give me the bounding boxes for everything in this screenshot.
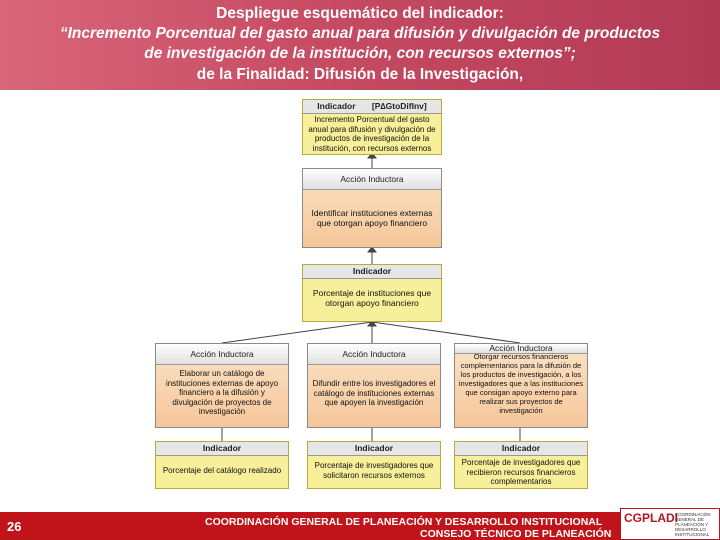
slide-title-line-2: “Incremento Porcentual del gasto anual para difusión y divulgación de productos [59, 25, 661, 42]
main-action-box [302, 168, 442, 248]
indicator-box-2 [307, 441, 441, 489]
mid-indicator-box [302, 264, 442, 322]
indicator-2-text: Porcentaje de investigadores que solicitaron recursos externos [314, 461, 434, 480]
slide-title-line-1: Despliegue esquemático del indicador: [216, 5, 504, 22]
cgpladi-logo [620, 508, 720, 540]
main-action-label: Acción Inductora [303, 169, 441, 190]
indicator-2-label: Indicador [308, 442, 440, 456]
mid-indicator-text: Porcentaje de instituciones que otorgan apoyo financiero [312, 288, 432, 308]
action-1-label: Acción Inductora [156, 344, 288, 365]
action-box-2 [307, 343, 441, 428]
logo-text: CGPLADI [624, 511, 678, 525]
logo-subtext: COORDINACIÓN GENERAL DE PLANEACIÓN Y DESARROLLO INSTITUCIONAL [675, 512, 711, 537]
slide-footer [0, 512, 720, 540]
action-1-text: Elaborar un catálogo de instituciones externas de apoyo financiero a la difusión y divulgación de proyectos de investigación [165, 369, 279, 416]
page-number: 26 [7, 519, 22, 534]
action-3-text: Otorgar recursos financieros complementarios para la difusión de los productos de investigación, a los investigadores que a las instituciones que consigan apoyo externo para realizar sus proyectos de investigación [458, 352, 584, 415]
action-box-3 [454, 343, 588, 428]
footer-org-line-1: COORDINACIÓN GENERAL DE PLANEACIÓN Y DESARROLLO INSTITUCIONAL [205, 516, 603, 528]
top-indicator-code: [P∆GtoDifInv] [371, 101, 427, 111]
top-indicator-text: Incremento Porcentual del gasto anual para difusión y divulgación de productos de investigación de la institución, con recursos externos [308, 115, 436, 153]
top-indicator-header [303, 100, 441, 114]
indicator-3-text: Porcentaje de investigadores que recibieron recursos financieros complementarios [461, 458, 581, 486]
indicator-box-3 [454, 441, 588, 489]
mid-indicator-label: Indicador [303, 265, 441, 279]
top-indicator-box [302, 99, 442, 155]
indicator-1-label: Indicador [156, 442, 288, 456]
slide-title-line-4: de la Finalidad: Difusión de la Investigación, [196, 66, 524, 83]
top-indicator-label: Indicador [317, 101, 356, 111]
indicator-1-text: Porcentaje del catálogo realizado [162, 466, 282, 475]
main-action-text: Identificar instituciones externas que otorgan apoyo financiero [311, 208, 433, 228]
slide-title-line-3: de investigación de la institución, con recursos externos”; [144, 45, 576, 62]
footer-org-line-2: CONSEJO TÉCNICO DE PLANEACIÓN [420, 528, 612, 540]
indicator-3-label: Indicador [455, 442, 587, 456]
indicator-box-1 [155, 441, 289, 489]
action-3-label: Acción Inductora [455, 344, 587, 354]
action-2-label: Acción Inductora [308, 344, 440, 365]
action-box-1 [155, 343, 289, 428]
action-2-text: Difundir entre los investigadores el catálogo de instituciones externas que apoyen la investigación [312, 379, 436, 407]
